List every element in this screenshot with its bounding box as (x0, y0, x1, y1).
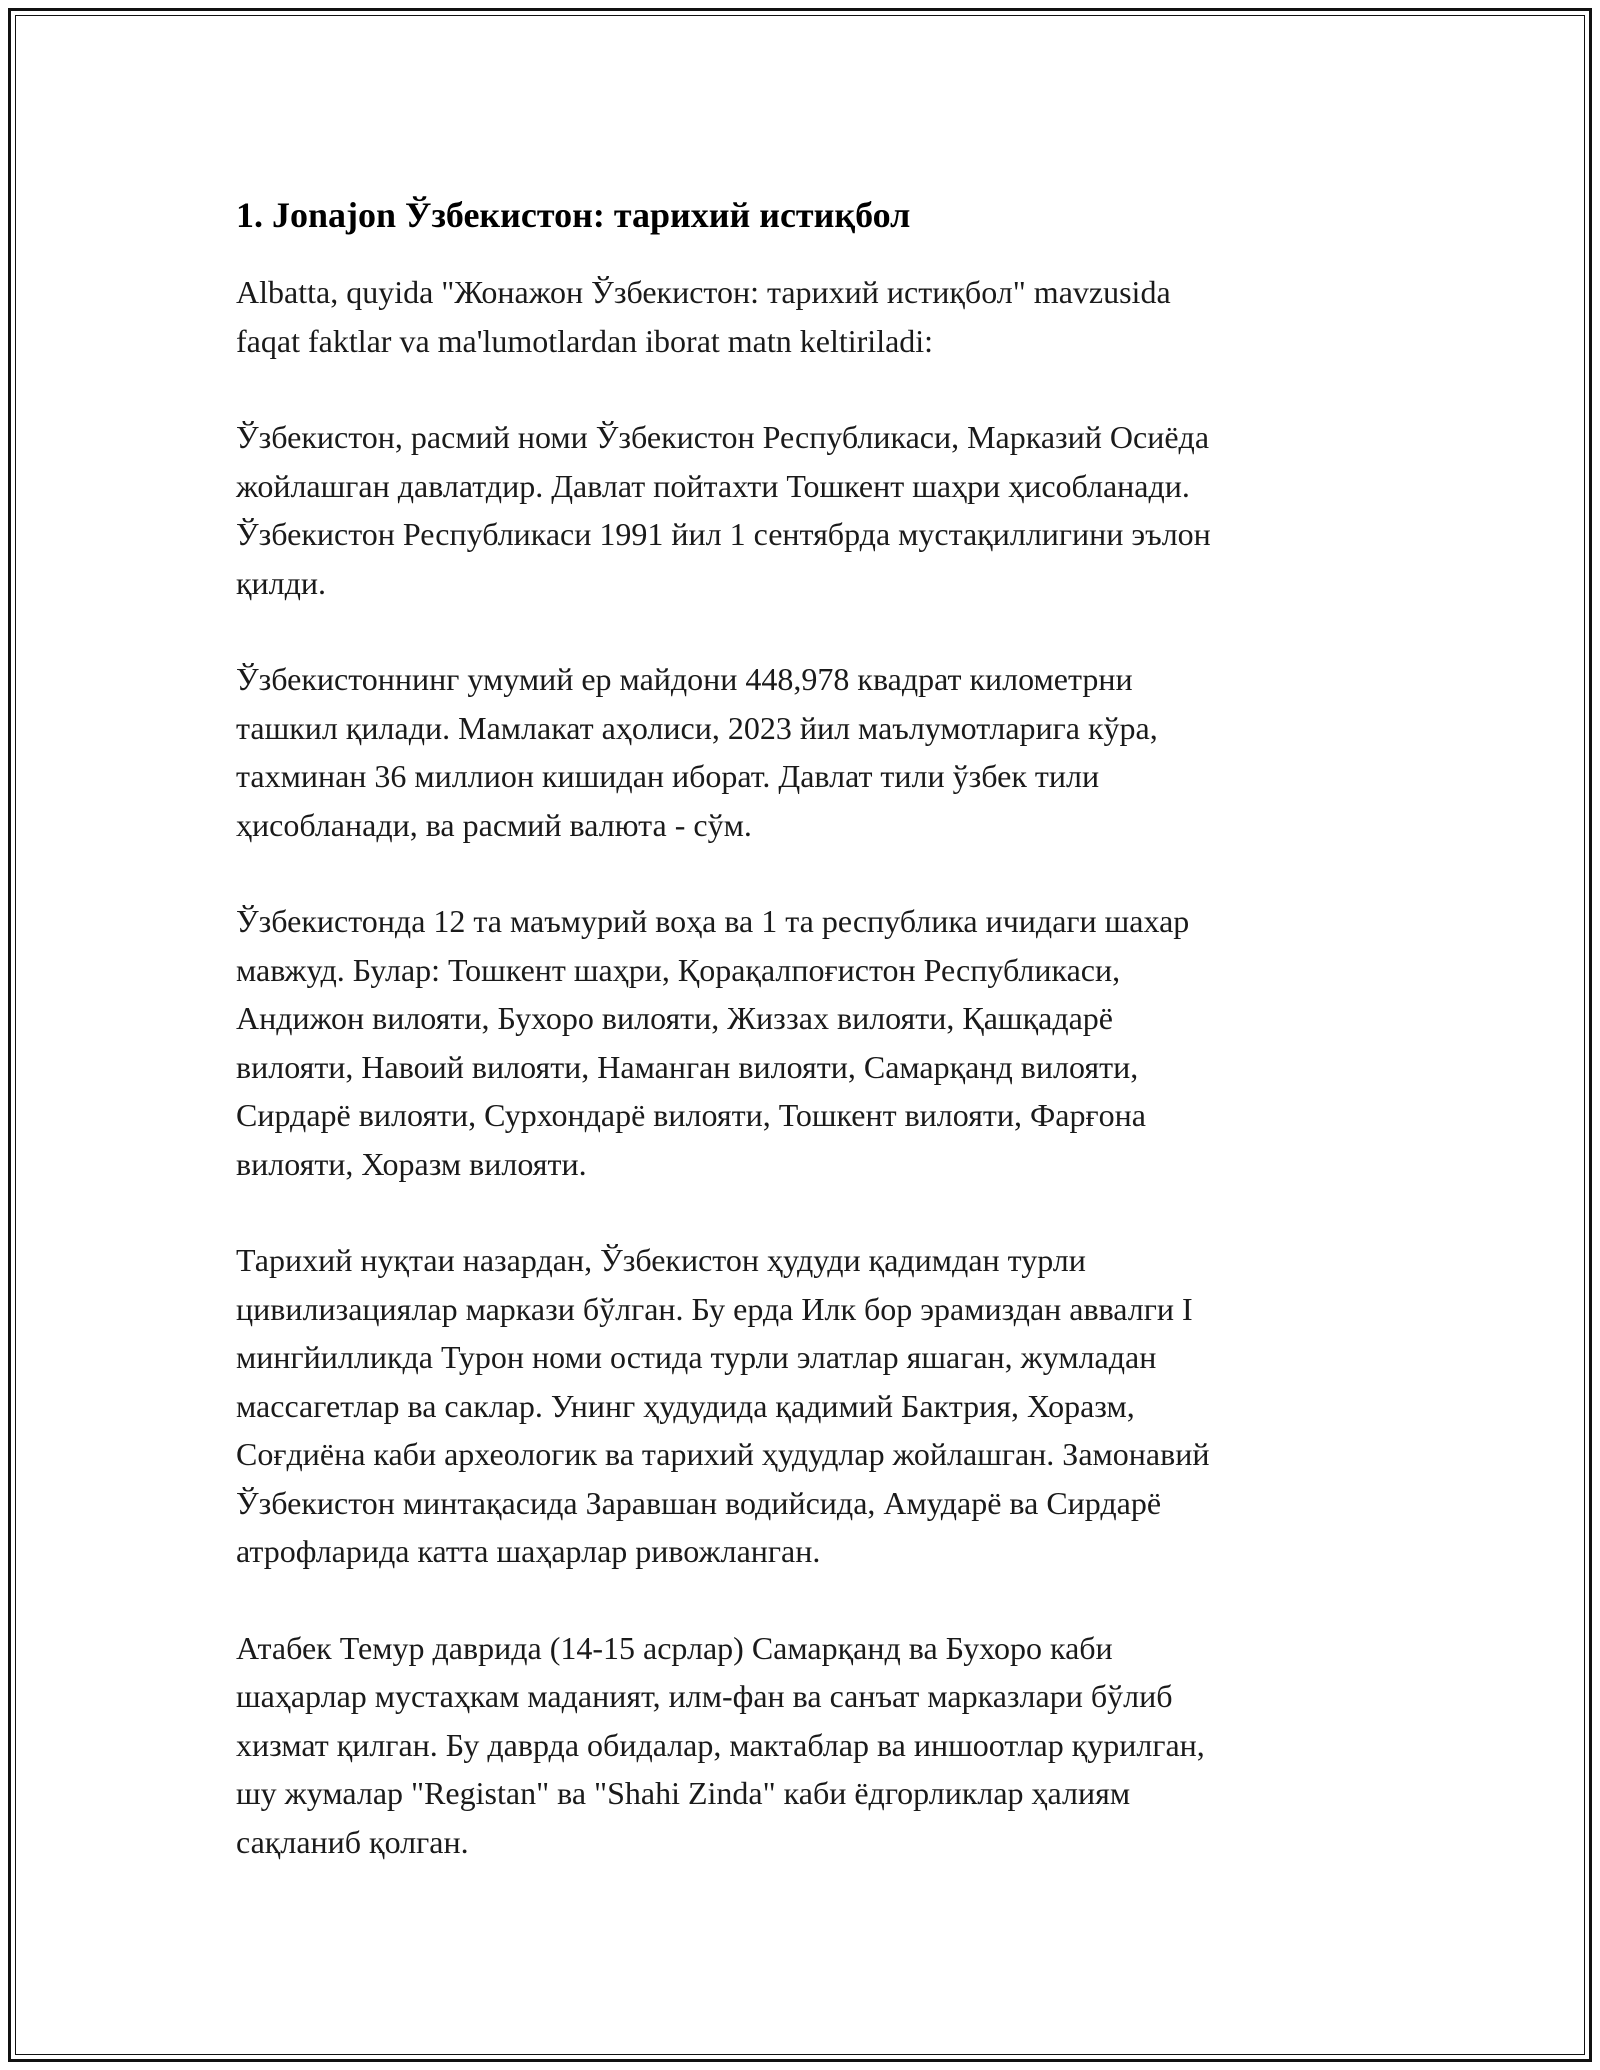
document-heading: 1. Jonajon Ўзбекистон: тарихий истиқбол (236, 195, 911, 235)
document-body (236, 188, 1376, 1914)
intro-paragraph: Albatta, quyida "Жонажон Ўзбекистон: тарихий истиқбол" mavzusida faqat faktlar va ma'lumotlardan iborat matn keltiriladi: (236, 274, 1171, 359)
geography-paragraph: Ўзбекистоннинг умумий ер майдони 448,978 квадрат километрни ташкил қилади. Мамлакат аҳолиси, 2023 йил маълумотларига кўра, тахминан 36 миллион кишидан иборат. Давлат тили ўзбек тили ҳисобланади, ва расмий валюта - сўм. (236, 661, 1158, 843)
overview-paragraph: Ўзбекистон, расмий номи Ўзбекистон Республикаси, Марказий Осиёда жойлашган давлатдир. Давлат пойтахти Тошкент шаҳри ҳисобланади. Ўзбекистон Республикаси 1991 йил 1 сентябрда мустақиллигини эълон қилди. (236, 419, 1211, 601)
regions-paragraph: Ўзбекистонда 12 та маъмурий воҳа ва 1 та республика ичидаги шахар мавжуд. Булар: Тошкент шаҳри, Қорақалпоғистон Республикаси, Андижон вилояти, Бухоро вилояти, Жиззах вилояти, Қашқадарё вилояти, Навоий вилояти, Наманган вилояти, Самарқанд вилояти, Сирдарё вилояти, Сурхондарё вилояти, Тошкент вилояти, Фарғона вилояти, Хоразм вилояти. (236, 903, 1190, 1182)
history-paragraph: Тарихий нуқтаи назардан, Ўзбекистон ҳудуди қадимдан турли цивилизациялар маркази бўлган. Бу ерда Илк бор эрамиздан аввалги I мингйилликда Турон номи остида турли элатлар яшаган, жумладан массагетлар ва саклар. Унинг ҳудудида қадимий Бактрия, Хоразм, Соғдиёна каби археологик ва тарихий ҳудудлар жойлашган. Замонавий Ўзбекистон минтақасида Заравшан водийсида, Амударё ва Сирдарё атрофларида катта шаҳарлар ривожланган. (236, 1242, 1210, 1569)
timurid-paragraph: Атабек Темур даврида (14-15 асрлар) Самарқанд ва Бухоро каби шаҳарлар мустаҳкам маданият, илм-фан ва санъат марказлари бўлиб хизмат қилган. Бу даврда обидалар, мактаблар ва иншоотлар қурилган, шу жумалар "Registan" ва "Shahi Zinda" каби ёдгорликлар ҳалиям сақланиб қолган. (236, 1629, 1205, 1860)
